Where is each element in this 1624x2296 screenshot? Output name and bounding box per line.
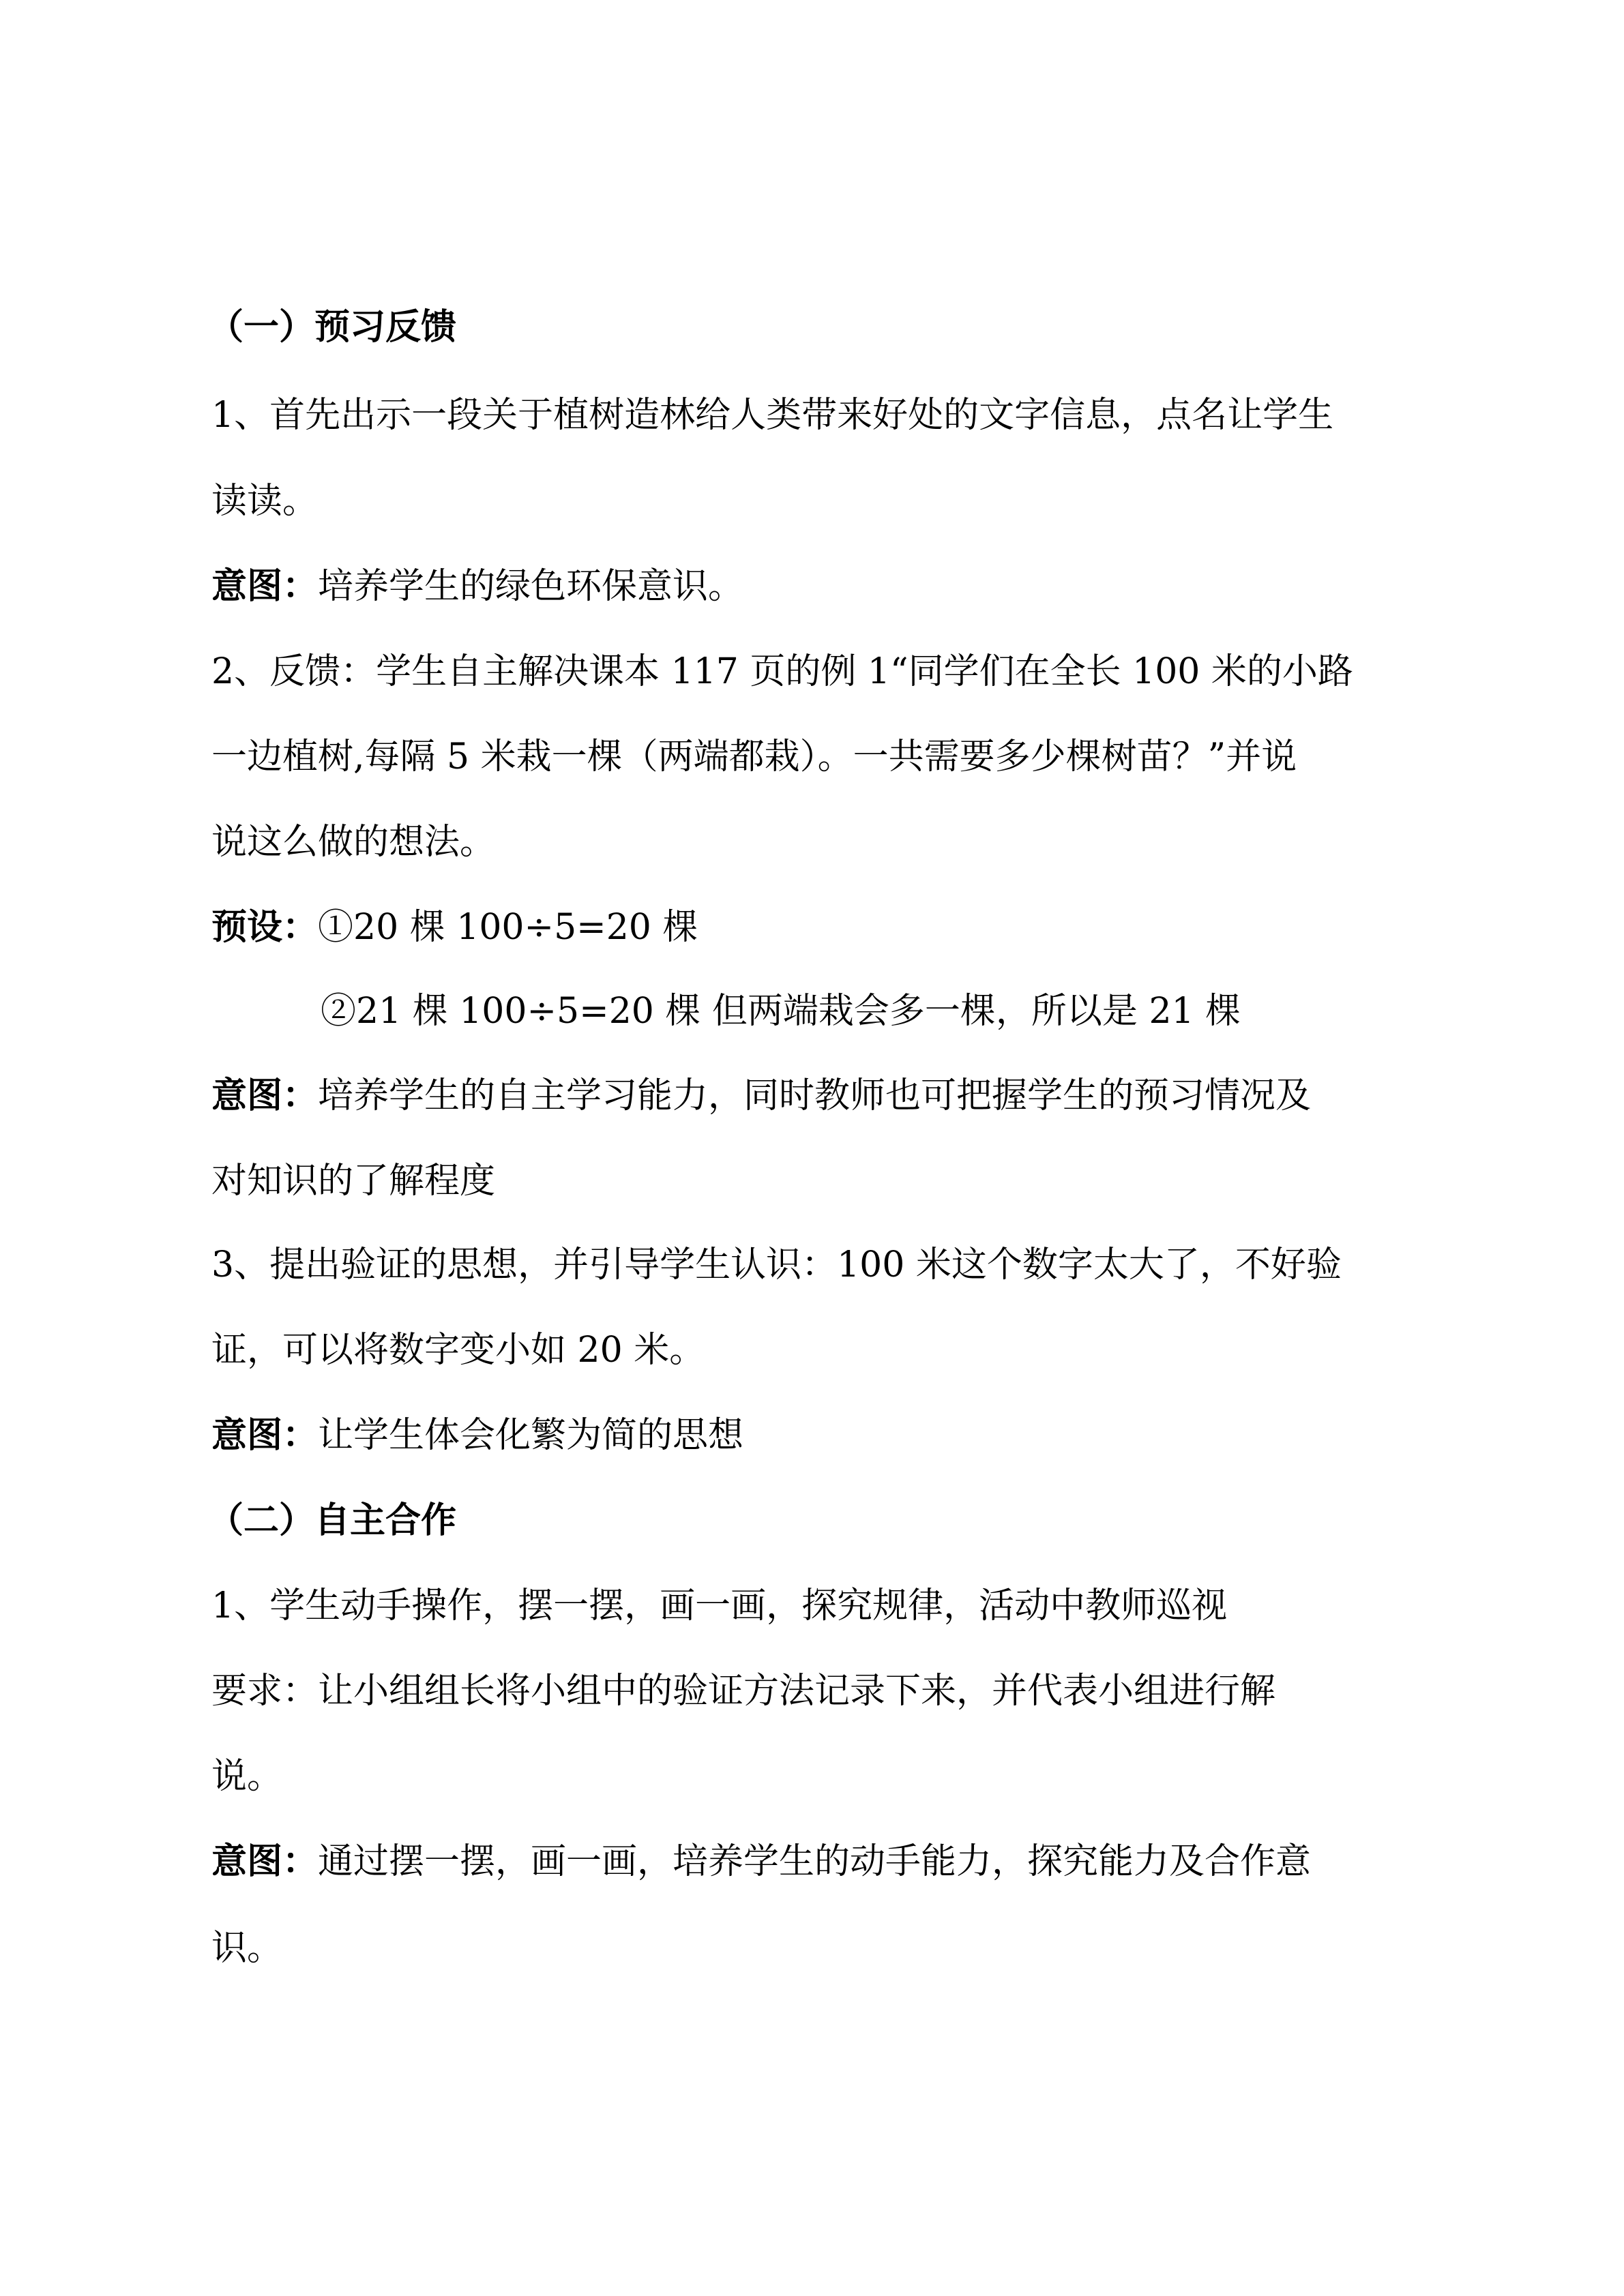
intent1-paragraph xyxy=(211,563,1439,610)
intent2-text: 培养学生的自主学习能力，同时教师也可把握学生的预习情况及 xyxy=(318,1075,1312,1116)
intent2-line2: 对知识的了解程度 xyxy=(211,1161,496,1202)
s2-intent-paragraph xyxy=(211,1838,1439,1885)
intent2-paragraph xyxy=(211,1072,1439,1120)
section2-heading: （二）自主合作 xyxy=(208,1500,457,1541)
preset-option1: ①20 棵 100÷5=20 棵 xyxy=(318,907,698,948)
item1-line1: 1、首先出示一段关于植树造林给人类带来好处的文字信息，点名让学生 xyxy=(211,395,1334,436)
s2-intent-line2: 识。 xyxy=(211,1928,283,1969)
item3-line1: 3、提出验证的思想，并引导学生认识：100 米这个数字太大了，不好验 xyxy=(211,1244,1342,1285)
item3-line2: 证，可以将数字变小如 20 米。 xyxy=(211,1330,705,1371)
requirement-line1: 要求：让小组组长将小组中的验证方法记录下来，并代表小组进行解 xyxy=(211,1671,1276,1712)
item2-line1: 2、反馈：学生自主解决课本 117 页的例 1“同学们在全长 100 米的小路 xyxy=(211,651,1353,692)
s2-intent-text: 通过摆一摆，画一画，培养学生的动手能力，探究能力及合作意 xyxy=(318,1841,1312,1882)
intent3-paragraph xyxy=(211,1412,1439,1459)
intent2-label: 意图： xyxy=(211,1075,319,1116)
section1-heading: （一）预习反馈 xyxy=(208,307,457,348)
intent1-label: 意图： xyxy=(211,566,319,607)
item2-line2: 一边植树,每隔 5 米栽一棵（两端都栽）。一共需要多少棵树苗？”并说 xyxy=(211,736,1297,777)
preset-label: 预设： xyxy=(211,907,319,948)
intent1-text: 培养学生的绿色环保意识。 xyxy=(318,566,744,607)
preset-paragraph xyxy=(211,904,1439,951)
item1-line2: 读读。 xyxy=(211,481,319,522)
s2-item1-line1: 1、学生动手操作，摆一摆，画一画，探究规律，活动中教师巡视 xyxy=(211,1585,1228,1626)
s2-intent-label: 意图： xyxy=(211,1841,319,1882)
item2-line3: 说这么做的想法。 xyxy=(211,822,496,863)
intent3-label: 意图： xyxy=(211,1415,319,1456)
requirement-line2: 说。 xyxy=(211,1756,283,1797)
intent3-text: 让学生体会化繁为简的思想 xyxy=(318,1415,744,1456)
preset-option2: ②21 棵 100÷5=20 棵 但两端栽会多一棵，所以是 21 棵 xyxy=(321,991,1241,1032)
